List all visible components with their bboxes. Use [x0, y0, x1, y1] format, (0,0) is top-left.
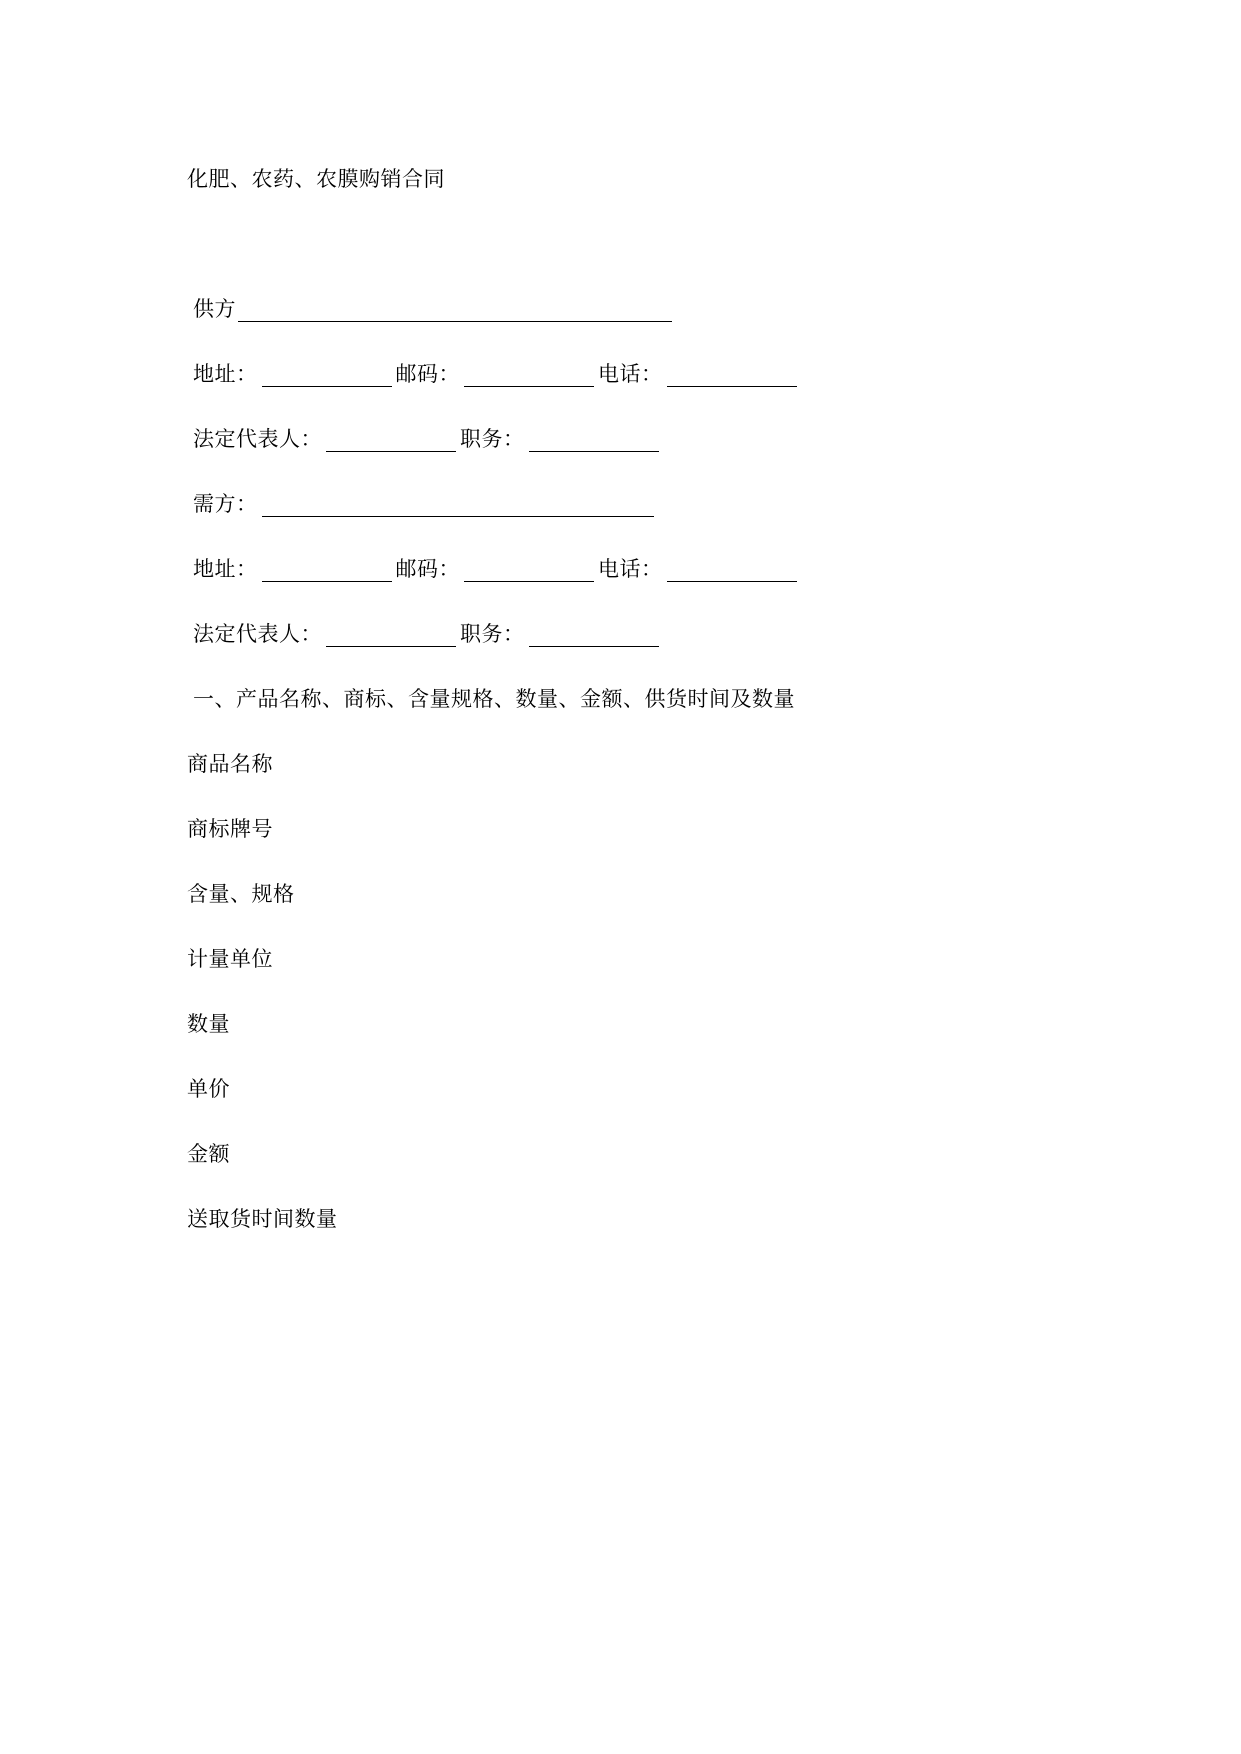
document-title: 化肥、农药、农膜购销合同 [187, 167, 445, 191]
supplier-phone-label: 电话： [598, 362, 663, 386]
supplier-position-blank[interactable] [529, 429, 659, 452]
buyer-address-label: 地址： [193, 557, 258, 581]
buyer-rep-line [193, 621, 663, 647]
buyer-position-blank[interactable] [529, 624, 659, 647]
buyer-phone-label: 电话： [598, 557, 663, 581]
supplier-rep-label: 法定代表人： [193, 427, 322, 451]
buyer-rep-blank[interactable] [326, 624, 456, 647]
list-item-quantity: 数量 [187, 1012, 230, 1036]
supplier-postcode-blank[interactable] [464, 364, 594, 387]
supplier-address-blank[interactable] [262, 364, 392, 387]
supplier-rep-blank[interactable] [326, 429, 456, 452]
supplier-phone-blank[interactable] [667, 364, 797, 387]
supplier-address-label: 地址： [193, 362, 258, 386]
buyer-rep-label: 法定代表人： [193, 622, 322, 646]
supplier-rep-line [193, 426, 663, 452]
buyer-name-blank[interactable] [262, 494, 654, 517]
buyer-label: 需方： [193, 492, 258, 516]
supplier-label: 供方 [193, 297, 236, 321]
buyer-postcode-blank[interactable] [464, 559, 594, 582]
buyer-contact-line [193, 556, 801, 582]
list-item-unit-price: 单价 [187, 1077, 230, 1101]
list-item-product-name: 商品名称 [187, 752, 273, 776]
list-item-spec: 含量、规格 [187, 882, 295, 906]
supplier-line [193, 296, 676, 322]
buyer-position-label: 职务： [460, 622, 525, 646]
supplier-postcode-label: 邮码： [395, 362, 460, 386]
supplier-contact-line [193, 361, 801, 387]
list-item-trademark: 商标牌号 [187, 817, 273, 841]
list-item-unit: 计量单位 [187, 947, 273, 971]
list-item-delivery-time: 送取货时间数量 [187, 1207, 338, 1231]
buyer-address-blank[interactable] [262, 559, 392, 582]
buyer-postcode-label: 邮码： [395, 557, 460, 581]
buyer-line [193, 491, 658, 517]
supplier-name-blank[interactable] [238, 299, 672, 322]
section-heading: 一、产品名称、商标、含量规格、数量、金额、供货时间及数量 [193, 687, 795, 711]
list-item-amount: 金额 [187, 1142, 230, 1166]
supplier-position-label: 职务： [460, 427, 525, 451]
buyer-phone-blank[interactable] [667, 559, 797, 582]
